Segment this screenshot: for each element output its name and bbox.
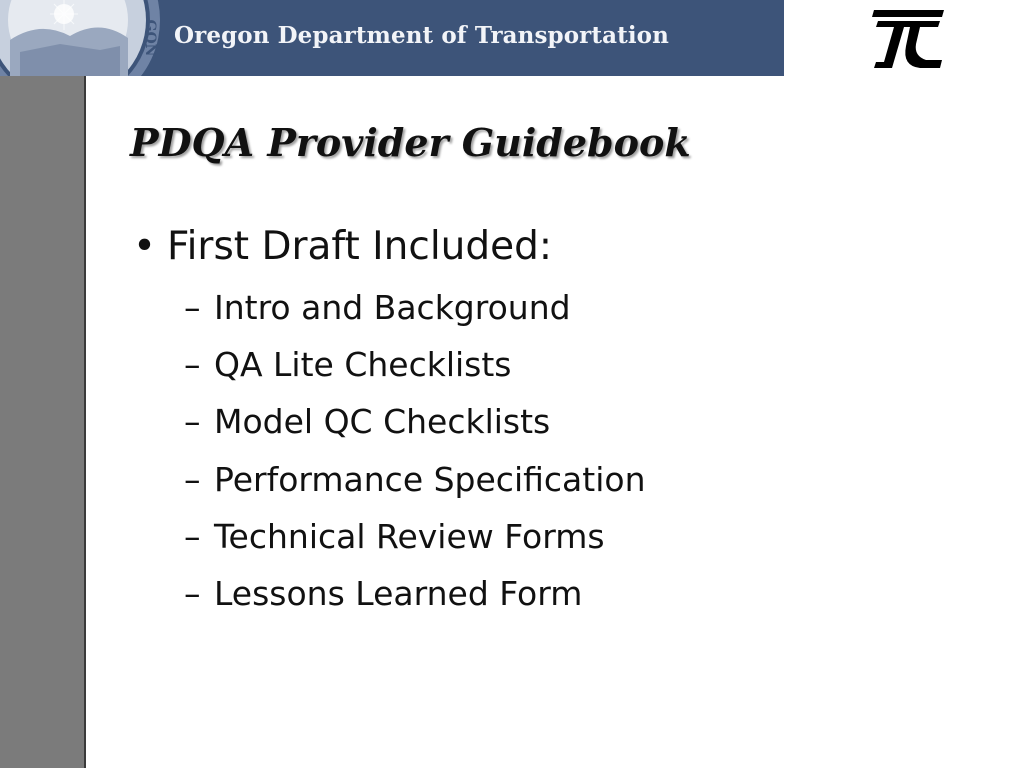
- bullet-dot-icon: •: [133, 224, 157, 269]
- dash-icon: –: [184, 402, 201, 442]
- list-item: – Intro and Background: [184, 286, 645, 343]
- list-item: – Model QC Checklists: [184, 400, 645, 457]
- list-item: – Lessons Learned Form: [184, 572, 645, 629]
- main-bullet-text: First Draft Included:: [167, 224, 553, 269]
- oregon-seal-icon: [0, 0, 160, 76]
- slide-title: PDQA Provider Guidebook: [130, 120, 691, 165]
- dash-icon: –: [184, 516, 201, 556]
- dash-icon: –: [184, 288, 201, 327]
- list-item: – Technical Review Forms: [184, 515, 645, 572]
- header-banner: [0, 0, 784, 76]
- sidebar-band: [0, 76, 86, 768]
- sub-bullet-list: [184, 286, 645, 629]
- agency-name: Oregon Department of Transportation: [174, 22, 669, 49]
- list-item: – Performance Specification: [184, 458, 645, 515]
- dash-icon: –: [184, 573, 201, 613]
- dash-icon: –: [184, 345, 201, 385]
- list-item: – QA Lite Checklists: [184, 343, 645, 400]
- dash-icon: –: [184, 459, 201, 499]
- seal-text: GON: [142, 19, 158, 57]
- odot-logo-icon: [868, 4, 948, 72]
- main-bullet: [133, 224, 552, 269]
